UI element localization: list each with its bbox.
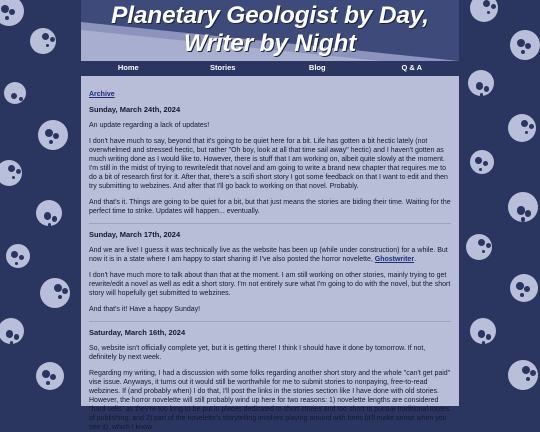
post-paragraph: I don't have much to say, beyond that it's going to be quiet here for a bit. Life has gotten a bit hectic lately (not overwhelmed and stressed hectic, but rather "Oh boy, look at all that time sail away" hectic) and I haven't gotten as much writing done as I would like to. However, there is stuff that I am working on, albeit quite slowly at the moment. I'm still in the midst of trying to rewrite/edit that novel and am going to write a brand new chapter that requires me to do a bit of research first for it. After that, there's a scifi short story I got some feedback on that I want to edit and then try submitting to webzines. And after that I'll go back to working on that novel. Probably. — [89, 138, 448, 190]
archive-link[interactable]: Archive — [89, 91, 115, 98]
site-title-line-1: Planetary Geologist by Day, — [111, 2, 429, 29]
post-paragraph: And that's it. Things are going to be quiet for a bit, but that just means the stories are biding their time. Waiting for the perfect time to strike. Updates will happen... eventually. — [89, 199, 451, 215]
planet-decoration — [468, 70, 494, 96]
page-container — [81, 0, 459, 431]
post-paragraph: An update regarding a lack of updates! — [89, 122, 210, 129]
planet-decoration — [36, 200, 62, 226]
site-title-line-2: Writer by Night — [183, 30, 357, 57]
post-text: And we are live! I guess it was technically live as the website has been up (while under construction) for a while. But now it is in a state where I am happy to start sharing it! I've also posted the horror novelette, — [89, 247, 448, 263]
planet-decoration — [0, 0, 24, 26]
planet-decoration — [6, 244, 30, 268]
planet-decoration — [40, 278, 70, 308]
planet-decoration — [510, 274, 538, 302]
post-paragraph: I don't have much more to talk about than that at the moment. I am still working on other stories, mainly trying to get rewrite/edit a novel as well as edit a short story. I'm not entirely sure what I'm going to do with the novel, but the short story will hopefully get submitted to webzines. — [89, 272, 451, 297]
site-header — [81, 0, 459, 61]
planet-decoration — [470, 0, 498, 22]
ghostwriter-link[interactable]: Ghostwriter — [374, 256, 415, 263]
nav-qa-link[interactable]: Q & A — [401, 63, 423, 72]
planet-decoration — [0, 160, 22, 186]
post-divider — [89, 321, 451, 322]
site-title — [81, 0, 459, 58]
planet-decoration — [510, 30, 540, 60]
main-nav — [81, 61, 459, 76]
planet-decoration — [508, 114, 536, 142]
planet-decoration — [4, 82, 26, 104]
planet-decoration — [470, 150, 494, 174]
planet-decoration — [36, 362, 64, 390]
nav-blog-link[interactable]: Blog — [308, 63, 326, 72]
post-date: Saturday, March 16th, 2024 — [89, 328, 186, 337]
blog-post — [89, 328, 451, 432]
planet-decoration — [38, 120, 68, 150]
post-date: Sunday, March 24th, 2024 — [89, 105, 181, 114]
nav-stories-link[interactable]: Stories — [210, 63, 236, 72]
planet-decoration — [470, 318, 496, 344]
post-date: Sunday, March 17th, 2024 — [89, 230, 181, 239]
planet-decoration — [30, 28, 56, 54]
post-paragraph: So, website isn't officially complete yet, but it is getting there! I think I should have it done by tomorrow. If not, definitely by next week. — [89, 345, 426, 361]
blog-post — [89, 105, 451, 216]
post-divider — [89, 223, 451, 224]
planet-decoration — [466, 234, 492, 260]
post-paragraph: And that's it! Have a happy Sunday! — [89, 306, 201, 313]
nav-home-link[interactable]: Home — [117, 63, 139, 72]
planet-decoration — [508, 360, 538, 390]
blog-content — [81, 76, 459, 431]
blog-post — [89, 230, 451, 314]
post-paragraph — [89, 246, 451, 264]
post-paragraph: Regarding my writing, I had a discussion with some folks regarding another short story and the whole "can't get paid" vise issue. Anyways, it turns out it would still be worthwhile for me to submit stories to nonpaying, free-to-read webzines. If (and probably when) I do that, I'll post the links in the stories section like I have done with old stories. However, the horror novelette will still probably wind up here for two reasons: 1) novelette lengths are considered "hard sells" as they're too long to be put in places dedicated to short stories and too short to pursue traditional routes of publishing; and 2) part of the novelette's storytelling involves playing around with fonts (it'll make sense when you see it), which I know — [89, 370, 451, 431]
planet-decoration — [0, 318, 24, 344]
post-text: . — [414, 256, 417, 263]
planet-decoration — [508, 192, 538, 222]
